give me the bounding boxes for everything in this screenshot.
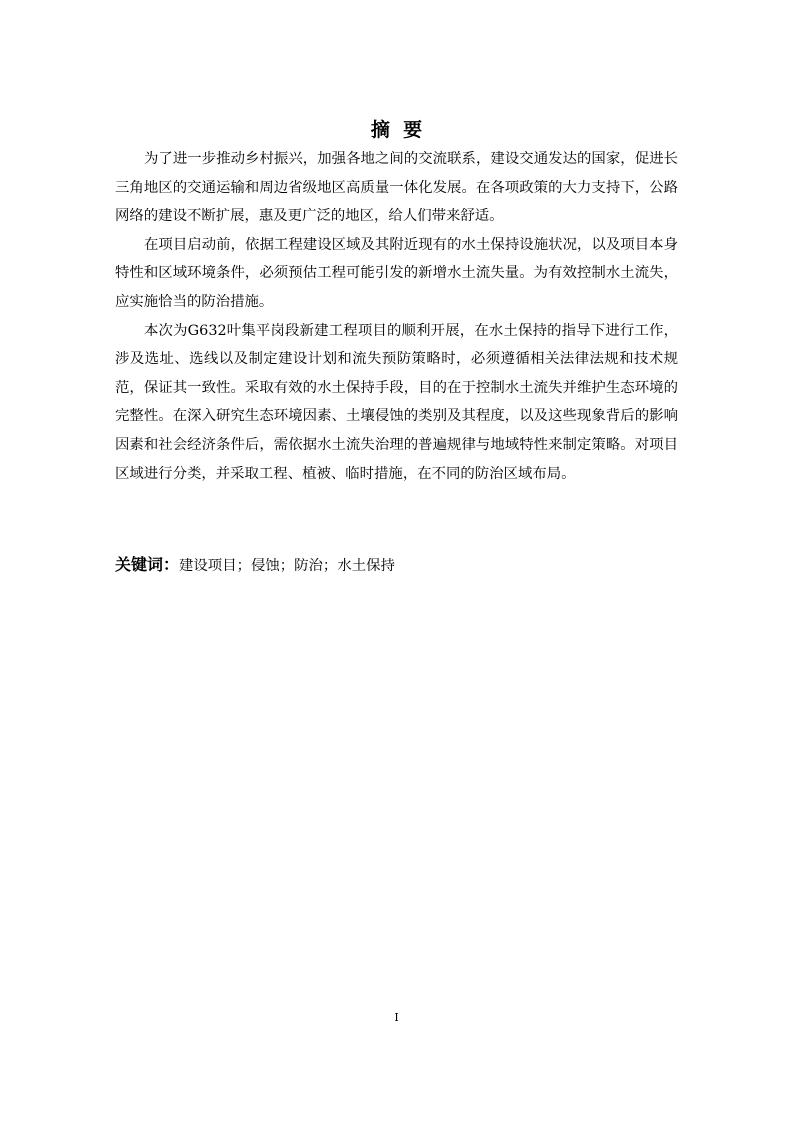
abstract-paragraph-1: 为了进一步推动乡村振兴，加强各地之间的交流联系，建设交通发达的国家，促进长三角地区的交通运输和周边省级地区高质量一体化发展。在各项政策的大力支持下，公路网络的建设不断扩展，惠及更广泛的地区，给人们带来舒适。 <box>115 151 678 225</box>
page-number: I <box>394 1011 399 1024</box>
keywords-text: 建设项目；侵蚀；防治；水土保持 <box>179 558 395 574</box>
keywords-line <box>115 552 678 579</box>
abstract-body <box>115 145 678 488</box>
keywords-label: 关键词： <box>115 555 180 574</box>
abstract-title: 摘 要 <box>370 119 423 141</box>
abstract-paragraph-2: 在项目启动前，依据工程建设区域及其附近现有的水土保持设施状况，以及项目本身特性和区域环境条件，必须预估工程可能引发的新增水土流失量。为有效控制水土流失，应实施恰当的防治措施。 <box>115 236 678 310</box>
abstract-paragraph-3: 本次为G632叶集平岗段新建工程项目的顺利开展，在水土保持的指导下进行工作，涉及选址、选线以及制定建设计划和流失预防策略时，必须遵循相关法律法规和技术规范，保证其一致性。采取有效的水土保持手段，目的在于控制水土流失并维护生态环境的完整性。在深入研究生态环境因素、土壤侵蚀的类别及其程度，以及这些现象背后的影响因素和社会经济条件后，需依据水土流失治理的普遍规律与地域特性来制定策略。对项目区域进行分类，并采取工程、植被、临时措施，在不同的防治区域布局。 <box>115 322 678 482</box>
